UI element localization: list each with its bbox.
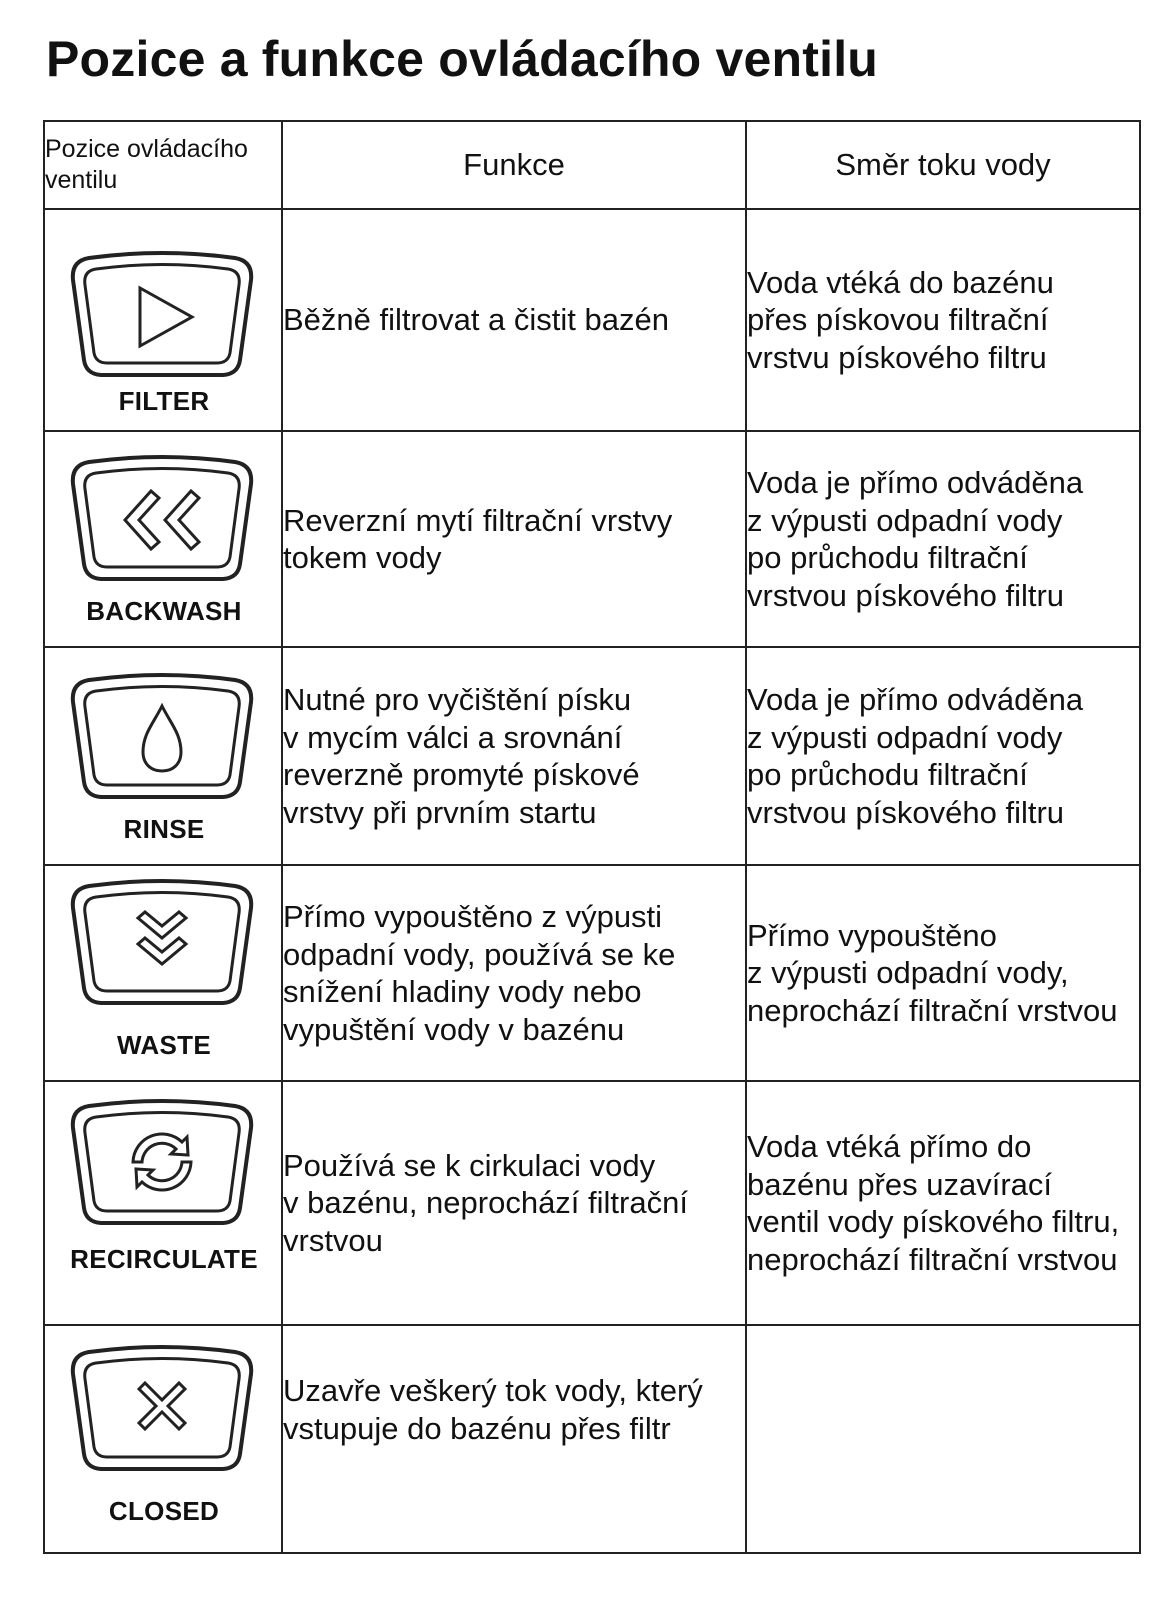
position-cell-filter [44,209,282,431]
valve-rinse-symbol [67,672,257,802]
function-text: Běžně filtrovat a čistit bazén [282,209,746,431]
valve-filter-symbol [67,250,257,380]
valve-waste-symbol [67,878,257,1008]
function-text: Uzavře veškerý tok vody, který vstupuje do bazénu přes filtr [282,1325,746,1553]
table-row [44,865,1140,1081]
position-cell-closed [44,1325,282,1553]
table-row [44,431,1140,647]
flow-text: Přímo vypouštěno z výpusti odpadní vody, neprochází filtrační vrstvou [746,865,1140,1081]
table-header-row [44,121,1140,209]
table-row [44,1081,1140,1325]
table-row [44,209,1140,431]
position-label: BACKWASH [86,596,242,626]
column-header-flow: Směr toku vody [746,121,1140,209]
valve-backwash-symbol [67,454,257,584]
flow-text: Voda je přímo odváděna z výpusti odpadní vody po průchodu filtrační vrstvou pískového filtru [746,647,1140,865]
function-text: Reverzní mytí filtrační vrstvy tokem vody [282,431,746,647]
column-header-position: Pozice ovládacího ventilu [44,121,282,209]
function-text: Nutné pro vyčištění písku v mycím válci a srovnání reverzně promyté pískové vrstvy při prvním startu [282,647,746,865]
function-text: Používá se k cirkulaci vody v bazénu, neprochází filtrační vrstvou [282,1081,746,1325]
function-text: Přímo vypouštěno z výpusti odpadní vody, používá se ke snížení hladiny vody nebo vypuštění vody v bazénu [282,865,746,1081]
valve-recirculate-symbol [67,1098,257,1228]
position-label: WASTE [117,1030,211,1060]
position-label: FILTER [118,386,210,416]
flow-text: Voda vtéká přímo do bazénu přes uzavírací ventil vody pískového filtru, neprochází filtrační vrstvou [746,1081,1140,1325]
page-title: Pozice a funkce ovládacího ventilu [46,31,879,87]
valve-closed-symbol [67,1344,257,1474]
play-triangle-icon [140,288,192,346]
position-label: CLOSED [108,1496,220,1526]
water-drop-icon [143,706,181,771]
flow-text: Voda vtéká do bazénu přes pískovou filtrační vrstvu pískového filtru [746,209,1140,431]
position-label: RINSE [123,814,205,844]
double-chevron-left-icon [125,491,199,549]
position-cell-backwash [44,431,282,647]
position-cell-recirculate [44,1081,282,1325]
x-cross-icon [139,1383,185,1429]
position-label: RECIRCULATE [70,1244,258,1274]
double-chevron-down-icon [138,912,186,964]
position-cell-rinse [44,647,282,865]
flow-text: Voda je přímo odváděna z výpusti odpadní vody po průchodu filtrační vrstvou pískového filtru [746,431,1140,647]
valve-positions-table [43,120,1141,1554]
column-header-function: Funkce [282,121,746,209]
table-row [44,1325,1140,1553]
position-cell-waste [44,865,282,1081]
table-row [44,647,1140,865]
flow-text [746,1325,1140,1553]
recirculate-arrows-icon [133,1134,191,1190]
